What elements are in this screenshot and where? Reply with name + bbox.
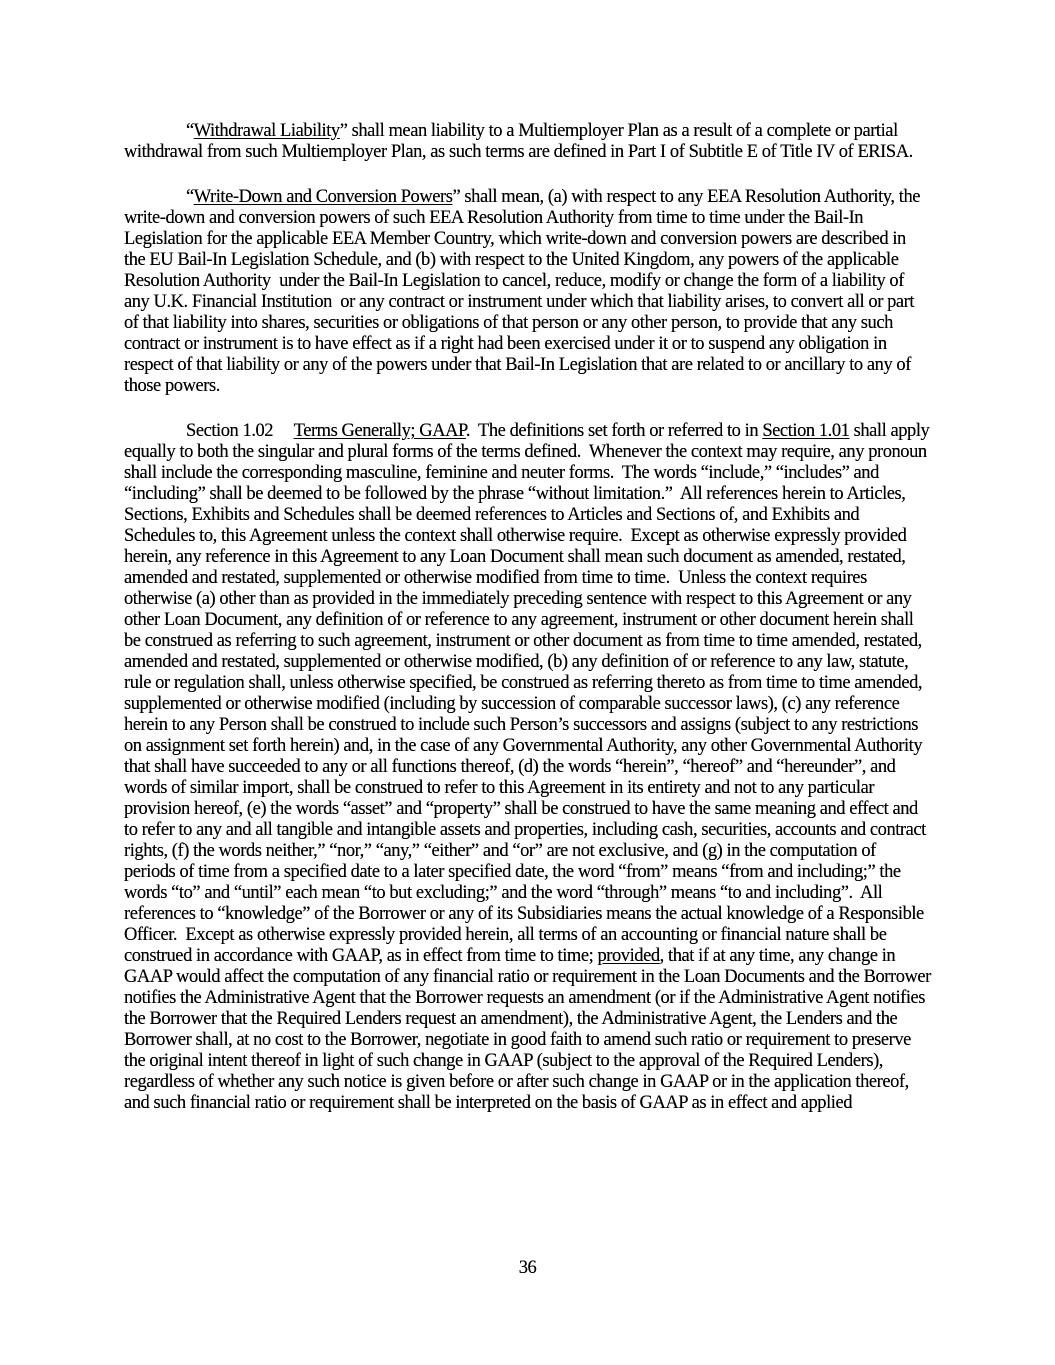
- text-run: [273, 421, 294, 441]
- page-number: 36: [518, 1258, 537, 1278]
- text-run: ” shall mean liability to a Multiemployer Plan as a result of a complete or partial withdrawal from such Multiemployer Plan, as such terms are defined in Part I of Subtitle E of Title IV of ERISA.: [124, 121, 913, 162]
- underlined-term: Terms Generally; GAAP: [293, 421, 466, 441]
- page-footer: [0, 1258, 1055, 1279]
- underlined-term: Section 1.01: [762, 421, 850, 441]
- text-run: “: [186, 187, 194, 207]
- text-run: . The definitions set forth or referred to in: [465, 421, 763, 441]
- paragraph-write-down-and-conversion-powers: [124, 187, 931, 397]
- text-run: Section 1.02: [186, 421, 274, 441]
- document-body: [124, 121, 936, 1138]
- text-run: , that if at any time, any change in GAAP would affect the computation of any financial ratio or requirement in the Loan Documents and the Borrower notifies the Administrative Agent that the Borrower requests an amendment (or if the Administrative Agent notifies the Borrower that the Required Lenders request an amendment), the Administrative Agent, the Lenders and the Borrower shall, at no cost to the Borrower, negotiate in good faith to amend such ratio or requirement to preserve the original intent thereof in light of such change in GAAP (subject to the approval of the Required Lenders), regardless of whether any such notice is given before or after such change in GAAP or in the application thereof, and such financial ratio or requirement shall be interpreted on the basis of GAAP as in effect and applied: [124, 946, 936, 1113]
- underlined-term: provided: [597, 946, 660, 966]
- underlined-term: Write-Down and Conversion Powers: [193, 187, 453, 207]
- paragraph-withdrawal-liability: [124, 121, 931, 163]
- underlined-term: Withdrawal Liability: [193, 121, 340, 141]
- paragraph-section-1-02-terms-generally-gaap: [124, 421, 936, 1114]
- text-run: “: [186, 121, 194, 141]
- text-run: ” shall mean, (a) with respect to any EEA Resolution Authority, the write-down and conversion powers of such EEA Resolution Authority from time to time under the Bail-In Legislation for the applicable EEA Member Country, which write-down and conversion powers are described in the EU Bail-In Legislation Schedule, and (b) with respect to the United Kingdom, any powers of the applicable Resolution Authority under the Bail-In Legislation to cancel, reduce, modify or change the form of a liability of any U.K. Financial Institution or any contract or instrument under which that liability arises, to convert all or part of that liability into shares, securities or obligations of that person or any other person, to provide that any such contract or instrument is to have effect as if a right had been exercised under it or to suspend any obligation in respect of that liability or any of the powers under that Bail-In Legislation that are related to or ancillary to any of those powers.: [124, 187, 925, 396]
- text-run: shall apply equally to both the singular and plural forms of the terms defined. Whenever the context may require, any pronoun shall include the corresponding masculine, feminine and neuter forms. The words “include,” “includes” and “including” shall be deemed to be followed by the phrase “without limitation.” All references herein to Articles, Sections, Exhibits and Schedules shall be deemed references to Articles and Sections of, and Exhibits and Schedules to, this Agreement unless the context shall otherwise require. Except as otherwise expressly provided herein, any reference in this Agreement to any Loan Document shall mean such document as amended, restated, amended and restated, supplemented or otherwise modified from time to time. Unless the context requires otherwise (a) other than as provided in the immediately preceding sentence with respect to this Agreement or any other Loan Document, any definition of or reference to any agreement, instrument or other document herein shall be construed as referring to such agreement, instrument or other document as from time to time amended, restated, amended and restated, supplemented or otherwise modified, (b) any definition of or reference to any law, statute, rule or regulation shall, unless otherwise specified, be construed as referring thereto as from time to time amended, supplemented or otherwise modified (including by succession of comparable successor laws), (c) any reference herein to any Person shall be construed to include such Person’s successors and assigns (subject to any restrictions on assignment set forth herein) and, in the case of any Governmental Authority, any other Governmental Authority that shall have succeeded to any or all functions thereof, (d) the words “herein”, “hereof” and “hereunder”, and words of similar import, shall be construed to refer to this Agreement in its entirety and not to any particular provision hereof, (e) the words “asset” and “property” shall be construed to have the same meaning and effect and to refer to any and all tangible and intangible assets and properties, including cash, securities, accounts and contract rights, (f) the words neither,” “nor,” “any,” “either” and “or” are not exclusive, and (g) in the computation of periods of time from a specified date to a later specified date, the word “from” means “from and including;” the words “to” and “until” each mean “to but excluding;” and the word “through” means “to and including”. All references to “knowledge” of the Borrower or any of its Subsidiaries means the actual knowledge of a Responsible Officer. Except as otherwise expressly provided herein, all terms of an accounting or financial nature shall be construed in accordance with GAAP, as in effect from time to time;: [124, 421, 934, 966]
